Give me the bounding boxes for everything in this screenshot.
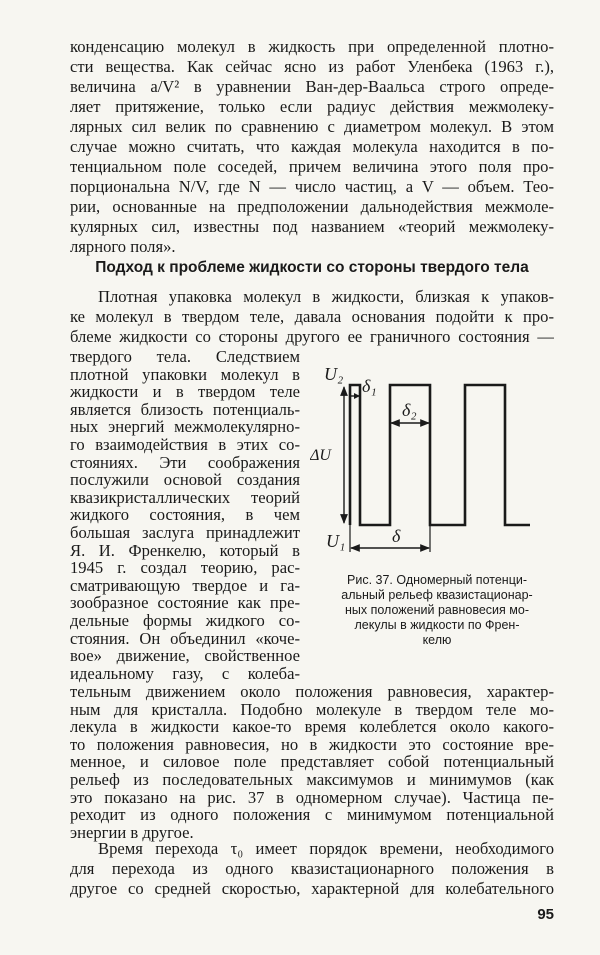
text-line: квазикристаллических теорий [70, 488, 300, 507]
text-line: ляет притяжение, только если радиус действия межмолеку- [70, 98, 554, 116]
label-u1: U₁ [326, 531, 346, 551]
text-line: Плотная упаковка молекул в жидкости, близкая к упаков- [98, 288, 554, 306]
text-line: другое со средней скоростью, характерной для колебательного [70, 880, 554, 898]
text-line: сти вещества. Как сейчас ясно из работ Уленбека (1963 г.), [70, 58, 554, 76]
text-line: менное, и силовое поле представляет собой потенциальный [70, 753, 554, 772]
caption-line: альный рельеф квазистационар- [341, 588, 533, 602]
text-line: конденсацию молекул в жидкость при определенной плотно- [70, 38, 554, 56]
page-number: 95 [537, 906, 554, 923]
text-line: идеальному газу, с колеба- [70, 664, 300, 683]
section-heading: Подход к проблеме жидкости со стороны твердого тела [95, 259, 529, 276]
text-line: 1945 г. создал теорию, рас- [70, 559, 300, 578]
text-line: является близость потенциаль- [70, 400, 300, 419]
text-line: стояниях. Эти соображения [70, 453, 300, 472]
text-line: рии, основанные на предположении дальнодействия межмоле- [70, 198, 554, 216]
caption-line: ных положений равновесия мо- [345, 603, 529, 617]
text-line: послужили основой создания [70, 471, 300, 490]
text-line: Время перехода τ₀ имеет порядок времени, необходимого [98, 840, 554, 858]
text-line: то положения равновесия, но в жидкости это состояние вре- [70, 735, 554, 754]
potential-curve [350, 385, 530, 525]
text-line: ке молекул в твердом теле, давала основания подойти к про- [70, 308, 554, 326]
text-line: вое» движение, свойственное [70, 647, 300, 666]
label-delta1: δ₁ [362, 376, 377, 396]
potential-relief-figure [310, 360, 550, 565]
text-line: лярных сил велик по сравнению с диаметром молекул. В этом [70, 118, 554, 136]
text-line: жидкого состояния, в чем [70, 506, 300, 525]
text-line: го взаимодействия в этих со- [70, 436, 300, 454]
text-line: жидкости и в твердом теле [70, 383, 300, 402]
label-delta-u: ΔU [310, 447, 331, 464]
caption-line: келю [422, 633, 452, 647]
text-line: лекула в жидкости какое-то время колеблется около какого- [70, 718, 554, 737]
text-line: ных энергий межмолекулярно- [70, 418, 300, 437]
text-line: твердого тела. Следствием [70, 348, 300, 366]
figure-caption [318, 573, 556, 648]
text-line: это показано на рис. 37 в одномерном случае). Частица пе- [70, 788, 554, 807]
text-line: ным для кристалла. Подобно молекуле в твердом теле мо- [70, 700, 554, 719]
text-line: Я. И. Френкелю, который в [70, 541, 300, 560]
text-line: случае можно считать, что каждая молекула находится в по- [70, 138, 554, 156]
text-line: большая заслуга принадлежит [70, 524, 300, 542]
text-line: энергии в другое. [70, 823, 194, 842]
text-line: рельеф из последовательных максимумов и минимумов (как [70, 771, 554, 789]
text-line: сматривающую твердое и га- [70, 576, 300, 595]
caption-line: Рис. 37. Одномерный потенци- [347, 573, 527, 587]
caption-line: лекулы в жидкости по Френ- [354, 618, 520, 632]
label-u2: U₂ [324, 364, 344, 384]
text-line: стояния. Он объединил «коче- [70, 629, 300, 648]
text-line: лярного поля». [70, 238, 176, 256]
label-delta2: δ₂ [402, 400, 417, 420]
text-line: тельным движением около положения равновесия, характер- [70, 683, 554, 701]
text-line: кулярных сил, известны под названием «теорий межмолеку- [70, 218, 554, 236]
text-line: для перехода из одного квазистационарного положения в [70, 860, 554, 878]
text-line: порциональна N/V, где N — число частиц, а V — объем. Тео- [70, 178, 554, 196]
text-line: плотной упаковки молекул в [70, 365, 300, 384]
label-delta: δ [392, 526, 401, 546]
text-line: реходит из одного положения с минимумом потенциальной [70, 806, 554, 825]
text-line: зообразное состояние как пре- [70, 594, 300, 613]
text-line: дельные формы жидкого со- [70, 612, 300, 630]
text-line: блеме жидкости со стороны другого ее граничного состояния — [70, 328, 554, 346]
text-line: тенциальном поле соседей, причем величина этого поля про- [70, 158, 554, 176]
text-line: величина a/V² в уравнении Ван-дер-Ваальса строго опреде- [70, 78, 554, 96]
